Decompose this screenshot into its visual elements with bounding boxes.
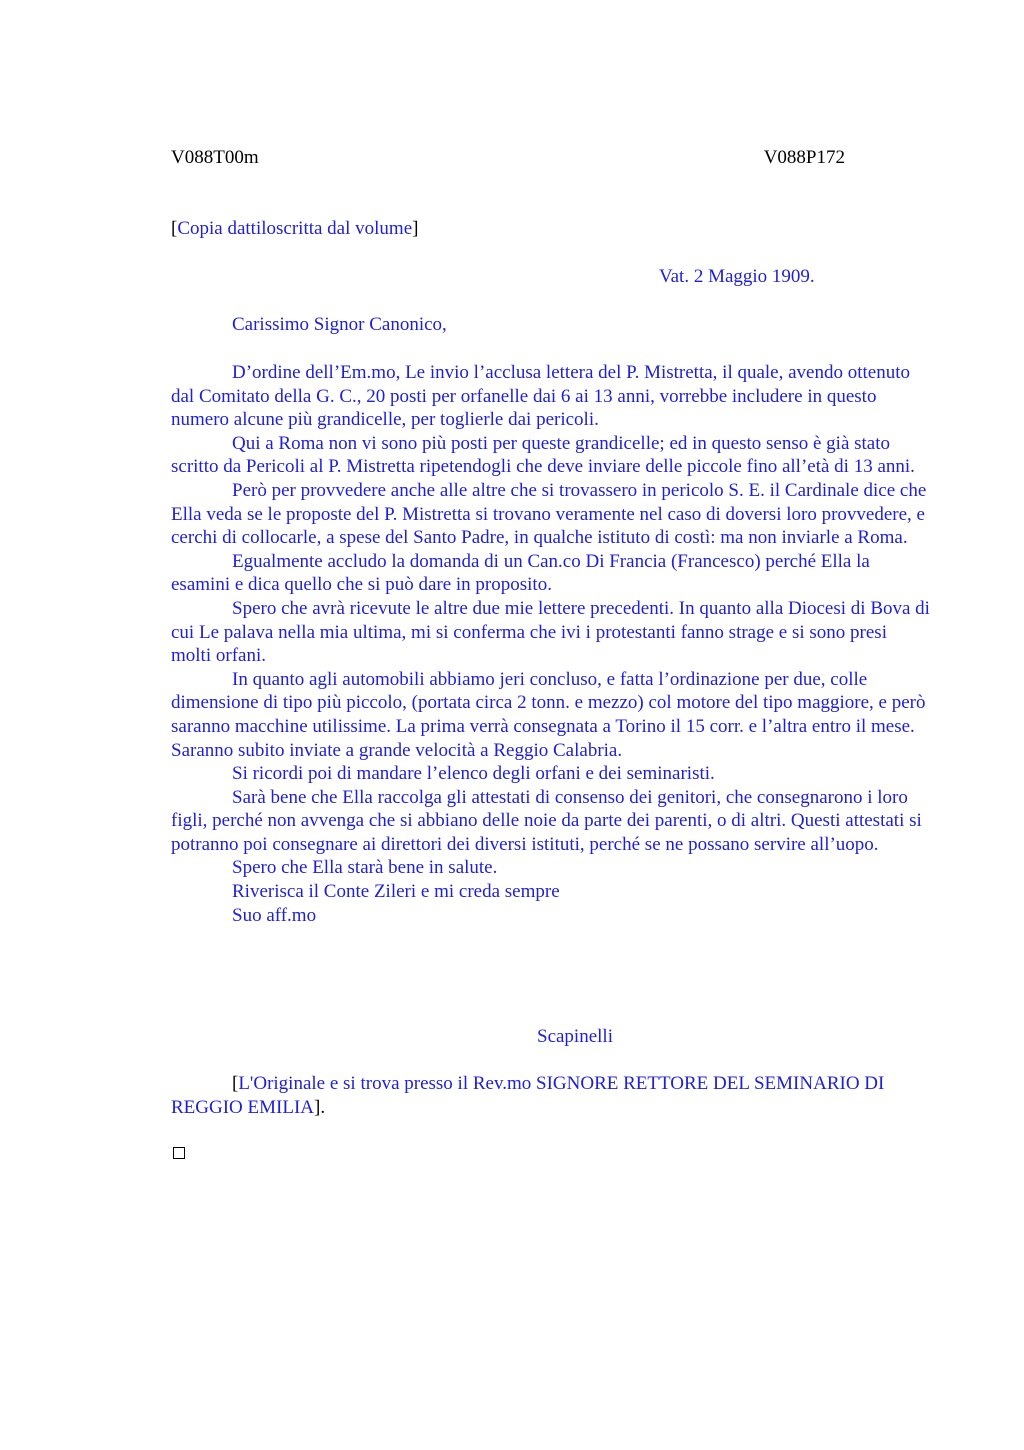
page-code: V088P172 — [763, 147, 845, 168]
letter-date: Vat. 2 Maggio 1909. — [659, 266, 815, 287]
original-open-bracket: [ — [232, 1073, 239, 1094]
paragraph: Sarà bene che Ella raccolga gli attestati di consenso dei genitori, che consegnarono i loro figli, perché non avvenga che si abbiano delle noie da parte dei parenti, o di altri. Questi attestati si potranno poi consegnare ai direttori dei diversi istituti, perché se ne possano servire all’uopo. — [171, 786, 922, 855]
paragraph: Spero che avrà ricevute le altre due mie lettere precedenti. In quanto alla Diocesi di Bova di cui Le palava nella mia ultima, mi si conferma che ivi i protestanti fanno strage e si sono presi molti orfani. — [171, 597, 930, 667]
closing: Suo aff.mo — [232, 904, 317, 926]
paragraph: Si ricordi poi di mandare l’elenco degli orfani e dei seminaristi. — [232, 763, 715, 785]
original-note-part2: SIGNORE RETTORE DEL SEMINARIO DI REGGIO EMILIA — [171, 1073, 885, 1118]
note-open-bracket: [ — [171, 218, 178, 239]
original-close-bracket: ]. — [314, 1096, 326, 1118]
paragraph: Però per provvedere anche alle altre che si trovassero in pericolo S. E. il Cardinale dice che Ella veda se le proposte del P. Mistretta si trovano veramente nel caso di doversi loro provvedere, e cerchi di collocarle, a spese del Santo Padre, in qualche istituto di costì: ma non inviarle a Roma. — [171, 479, 927, 549]
original-note-part1: L'Originale e si trova presso il Rev.mo — [238, 1073, 537, 1094]
page-header — [171, 146, 845, 170]
paragraph: Spero che Ella starà bene in salute. — [232, 857, 498, 879]
end-of-document-box-icon — [173, 1147, 185, 1159]
paragraph: Qui a Roma non vi sono più posti per queste grandicelle; ed in questo senso è già stato scritto da Pericoli al P. Mistretta ripetendogli che deve inviare delle piccole fino all’età di 13 anni. — [171, 432, 915, 478]
volume-code: V088T00m — [171, 147, 259, 168]
typescript-note — [171, 217, 418, 241]
note-text: Copia dattiloscritta dal volume — [177, 218, 413, 239]
paragraph: Riverisca il Conte Zileri e mi creda sempre — [232, 881, 560, 903]
paragraph: D’ordine dell’Em.mo, Le invio l’acclusa lettera del P. Mistretta, il quale, avendo ottenuto dal Comitato della G. C., 20 posti per orfanelle dai 6 ai 13 anni, vorrebbe includere in questo numero alcune più grandicelle, per toglierle dai pericoli. — [171, 362, 910, 431]
letter-salutation: Carissimo Signor Canonico, — [232, 314, 447, 335]
signature: Scapinelli — [537, 1026, 613, 1047]
paragraph: Egualmente accludo la domanda di un Can.co Di Francia (Francesco) perché Ella la esamini e dica quello che si può dare in proposito. — [171, 550, 870, 596]
original-location-note — [171, 1072, 931, 1119]
original-note-paragraph — [171, 1072, 931, 1119]
note-close-bracket: ] — [412, 218, 419, 239]
paragraph: In quanto agli automobili abbiamo jeri concluso, e fatta l’ordinazione per due, colle dimensione di tipo più piccolo, (portata circa 2 tonn. e mezzo) col motore del tipo maggiore, e però saranno macchine utilissime. La prima verrà consegnata a Torino il 15 corr. e l’altra entro il mese. Saranno subito inviate a grande velocità a Reggio Calabria. — [171, 668, 926, 761]
letter-body — [171, 361, 931, 927]
